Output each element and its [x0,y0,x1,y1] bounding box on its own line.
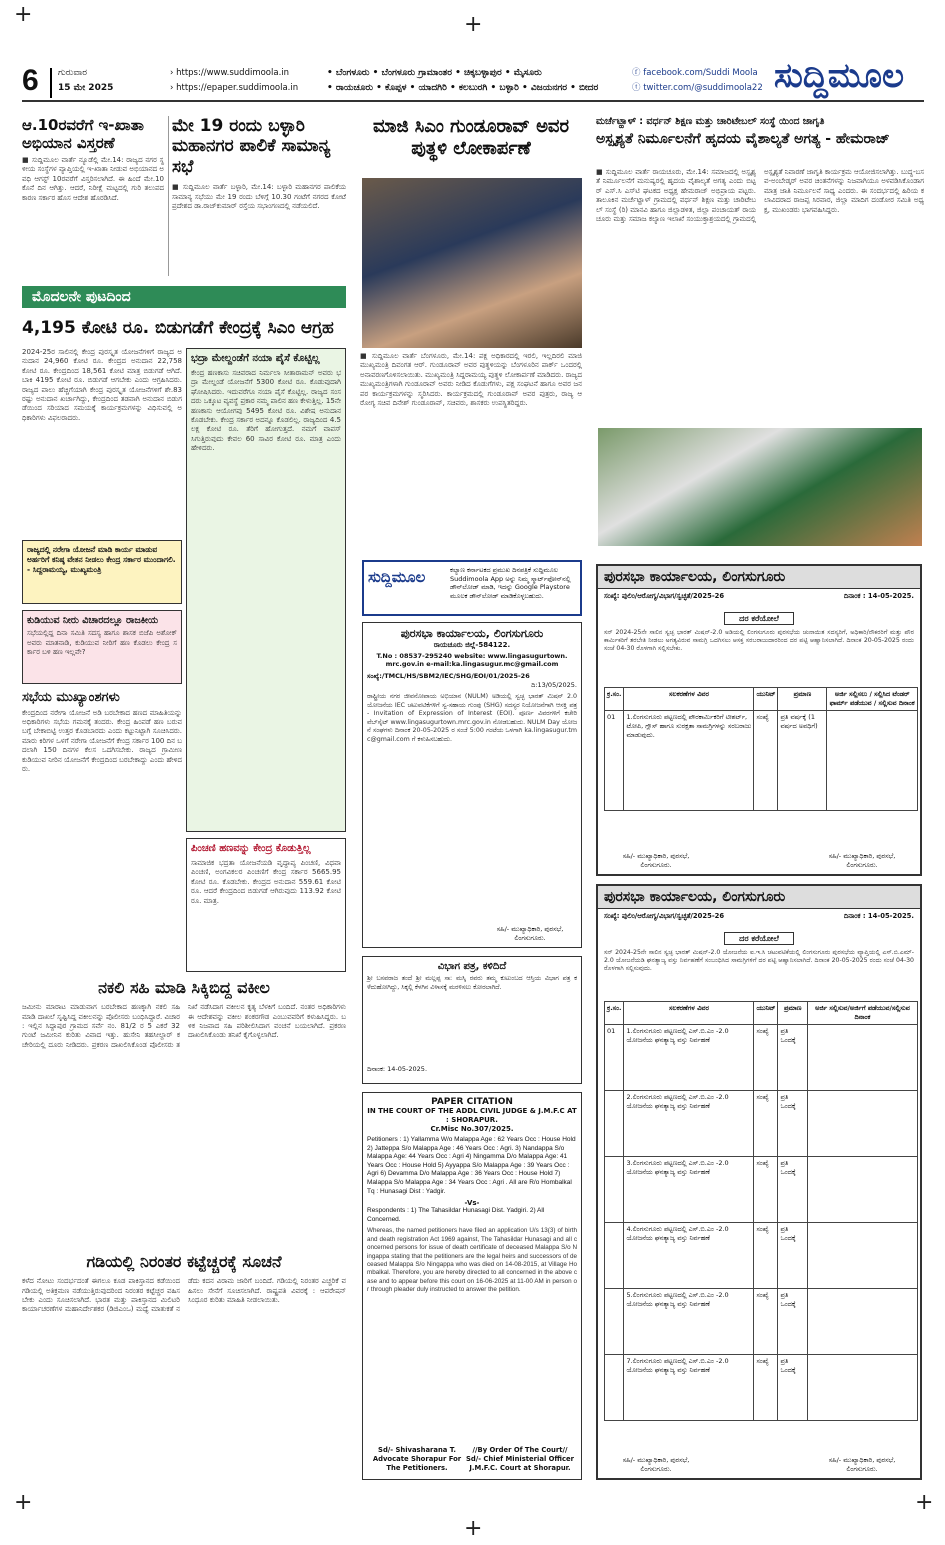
cell: ಪ್ರತಿ ಒಂದಕ್ಕೆ [778,1223,808,1289]
citation-sign-advocate: Sd/- Shivasharana T. Advocate Shorapur For The Petitioners. [372,1446,462,1472]
col-header: ಸಲಕರಣೆಗಳ ವಿವರ [624,1002,754,1025]
cell [808,1025,918,1091]
cell: ಸಂಖ್ಯೆ [754,1025,778,1091]
headline: ನಕಲಿ ಸಹಿ ಮಾಡಿ ಸಿಕ್ಕಿಬಿದ್ದ ವಕೀಲ [98,978,270,997]
article-body: ಕೇಂದ್ರ ಹಣಕಾಸು ಸಚಿವರಾದ ನಿರ್ಮಲಾ ಸೀತಾರಾಮನ್ ಅವರು ಭದ್ರಾ ಮೇಲ್ದಂಡೆ ಯೋಜನೆಗೆ 5300 ಕೋಟಿ ರೂ. ಕೊಡುವುದಾಗಿ ಘೋಷಿಸಿದರು. ಇದುವರೆಗೂ ನಯಾ ಪೈಸೆ ಕೊಟ್ಟಿಲ್ಲ. ರಾಜ್ಯದ ಸಂಸದರು ಒಕ್ಕೂಟ ವ್ಯವಸ್ಥೆ ಪ್ರಕಾರ ನಮ್ಮ ಪಾಲಿನ ಹಣ ಕೇಳುತ್ತಿಲ್ಲ. 15ನೇ ಹಣಕಾಸು ಆಯೋಗವು 5495 ಕೋಟಿ ರೂ. ವಿಶೇಷ ಅನುದಾನ ಕೊಡಬೇಕು. ಕೇಂದ್ರ ಸರ್ಕಾರ ಅದನ್ನೂ ಕೊಡಲಿಲ್ಲ. ರಾಜ್ಯದಿಂದ 4.5 ಲಕ್ಷ ಕೋಟಿ ರೂ. ತೆರಿಗೆ ಹೋಗುತ್ತದೆ. ನಮಗೆ ವಾಪಸ್ ಸಿಗುತ್ತಿರುವುದು ಕೇವಲ 60 ಸಾವಿರ ಕೋಟಿ ರೂ. ಮಾತ್ರ ಎಂದು ಹೇಳಿದರು. [191,369,344,453]
article-body: ಕೇಂದ್ರದಿಂದ ನರೇಗಾ ಯೋಜನೆ ಅಡಿ ಬರಬೇಕಾದ ಹಣದ ಮಾಹಿತಿಯನ್ನು ಅಧಿಕಾರಿಗಳು ಸಭೆಯ ಗಮನಕ್ಕೆ ತಂದರು. ಕೇಂದ್ರ ಹಿಂಪಡೆ ಹಣ ಬರುವ ಬಗ್ಗೆ ಬೇಕಾಬಿಟ್ಟಿ ಉತ್ತರ ಕೊಡಬಾರದು ಎಂದು ಕಟ್ಟುನಿಟ್ಟಾಗಿ ಸೂಚಿಸಿದರು. ಮಾರು ಕಿರಿಗಳ ಒಳಗೆ ನರೇಗಾ ಯೋಜನೆಗೆ ಕೇಂದ್ರ ಸರ್ಕಾರ 100 ದಿನ ಬದಲಾಗಿ 150 ದಿನಗಳ ಕೆಲಸ ಒದಗಿಸಬೇಕು. ರಾಜ್ಯದ ಗ್ರಾಮೀಣ ಕುಡಿಯುವ ನೀರಿನ ಯೋಜನೆಗೆ ಕೇಂದ್ರದಿಂದ ಬರಬೇಕಾದ್ದು ಎಂದು ಹೇಳಿದರು. [22,708,185,774]
registration-mark: + [14,2,33,27]
table-row [605,1157,918,1223]
headline: ಮೇ 19 ರಂದು ಬಳ್ಳಾರಿ ಮಹಾನಗರ ಪಾಲಿಕೆ ಸಾಮಾನ್ಯ ಸಭೆ [172,116,331,177]
headline: ಮಾಜಿ ಸಿಎಂ ಗುಂಡೂರಾವ್ ಅವರ ಪುತ್ಥಳಿ ಲೋಕಾರ್ಪಣೆ [372,116,570,159]
registration-mark: + [464,1516,483,1541]
cell [808,1091,918,1157]
cell: ಸಂಖ್ಯೆ [754,1355,778,1421]
cell [827,711,918,811]
cell: 7.ಲಿಂಗಸುಗೂರು ಪಟ್ಟಣದಲ್ಲಿ ಎಸ್.ಬಿ.ಎಂ -2.0 ಯೋಜನೆಯ ಘನತ್ಯಾಜ್ಯ ವಸ್ತು ನಿರ್ವಹಣೆ [624,1355,754,1421]
cell [605,1091,624,1157]
column-rule [168,116,169,276]
col-header: ಕ್ರ.ಸಂ. [605,688,624,711]
col-header: ಸಲಕರಣೆಗಳ ವಿವರ [624,688,754,711]
citation-vs: -Vs- [464,1199,480,1208]
epaper-link[interactable]: › https://epaper.suddimoola.in [170,83,299,93]
cell: 1.ಲಿಂಗಸುಗೂರು ಪಟ್ಟಣದಲ್ಲಿ ಎಸ್.ಬಿ.ಎಂ -2.0 ಯೋಜನೆಯ ಘನತ್ಯಾಜ್ಯ ವಸ್ತು ನಿರ್ವಹಣೆ [624,1025,754,1091]
cell: 1.ಲಿಂಗಸುಗೂರು ಪಟ್ಟಣದಲ್ಲಿ ಪೌರಕಾರ್ಮಿಕರಿಗೆ ಟೀಶರ್ಟ್, ಟೋಪಿ, ಗ್ಲೌಸ್ ಹಾಗೂ ಸುರಕ್ಷತಾ ಸಾಮಗ್ರಿಗಳನ್ನು ಸರಬರಾಜು ಮಾಡುವುದು. [624,711,754,811]
article-water-politics [22,610,182,684]
notice-body: ಶ್ರೀ ಬಸವರಾಜ ತಂದೆ ಶ್ರೀ ಮಲ್ಲಪ್ಪ ಸಾ: ಮಸ್ಕಿ ರವರು ತಮ್ಮ ಕುಟುಂಬದ ಆಸ್ತಿಯ ವಿಭಾಗ ಪತ್ರ ಕಳೆದುಹೋಗಿದ್ದು, ಸಿಕ್ಕಲ್ಲಿ ಕೆಳಗಿನ ವಿಳಾಸಕ್ಕೆ ಮರಳಿಸಲು ಕೋರಲಾಗಿದೆ. [367,975,577,991]
cell: ಪ್ರತಿ ಒಂದಕ್ಕೆ [778,1289,808,1355]
notice-subtitle: ರಾಯಚೂರು ಜಿಲ್ಲೆ-584122. [433,641,511,649]
section-bar: ಮೊದಲನೇ ಪುಟದಿಂದ [22,286,346,308]
headline: ಆ.10ರವರೆಗೆ ಇ-ಖಾತಾ ಅಭಿಯಾನ ವಿಸ್ತರಣೆ [22,116,144,152]
tender-intro: ಸನ್ 2024-25ನೇ ಸಾಲಿನ ಸ್ವಚ್ಛ ಭಾರತ್ ಮಿಷನ್-2.0 ಯೋಜನೆಯ ಐ.ಇ.ಸಿ ಚಟುವಟಿಕೆಯಲ್ಲಿ ಲಿಂಗಸುಗೂರು ಪುರಸಭೆಯ ವ್ಯಾಪ್ತಿಯಲ್ಲಿ ಎಸ್.ಬಿ.ಎಮ್-2.0 ಯೋಜನೆಯಡಿ ಘನತ್ಯಾಜ್ಯ ವಸ್ತು ನಿರ್ವಹಣೆಗೆ ಸಂಬಂಧಿಸಿದ ಸಾಮಗ್ರಿಗಳಿಗೆ ದರ ಪಟ್ಟಿ ಆಹ್ವಾನಿಸಲಾಗಿದೆ. ದಿನಾಂಕ 20-05-2025 ರಂದು ಸಂಜೆ 04-30 ರೊಳಗಾಗಿ ಸಲ್ಲಿಸುವುದು. [604,949,916,973]
article-highlights [22,690,185,972]
col-header: ಕ್ರ.ಸಂ. [605,1002,624,1025]
table-row [605,1091,918,1157]
article-body: ■ ಸುದ್ದಿಮೂಲ ವಾರ್ತೆ ನ್ಯೂಡೆಲ್ಲಿ ಮೇ.14: ರಾಜ್ಯದ ನಗರ ಸ್ಥಳೀಯ ಸಂಸ್ಥೆಗಳ ವ್ಯಾಪ್ತಿಯಲ್ಲಿ ಇ-ಖಾತಾ ನೀಡುವ ಅಭಿಯಾನದ ಅವಧಿ ಆಗಸ್ಟ್ 10ರವರೆಗೆ ವಿಸ್ತರಿಸಲಾಗಿದೆ. ಈ ಹಿಂದೆ ಮೇ.10 ಕೊನೆ ದಿನ ಆಗಿತ್ತು. ಆದರೆ, ನಿರೀಕ್ಷೆ ಮಟ್ಟದಲ್ಲಿ ಗುರಿ ತಲುಪದ ಕಾರಣ ಸರ್ಕಾರ ಹೊಸ ಆದೇಶ ಹೊರಡಿಸಿದೆ. [22,156,167,202]
editions-list [327,66,598,96]
page-header [22,56,924,102]
headline: ಪಿಂಚಣಿ ಹಣವನ್ನು ಕೇಂದ್ರ ಕೊಡುತ್ತಿಲ್ಲ [191,843,311,854]
statue-photo [362,178,582,348]
article-bhadra [186,348,346,832]
eoi-notice [362,622,582,948]
article-body-col1 [22,348,185,536]
citation-title: PAPER CITATION [431,1097,513,1107]
cell: ಪ್ರತಿ ಒಂದಕ್ಕೆ [778,1355,808,1421]
tender-signature: ಸಹಿ/- ಮುಖ್ಯಾಧಿಕಾರಿ, ಪುರಸಭೆ, ಲಿಂಗಸುಗೂರು. [622,1456,690,1473]
cell: ಪ್ರತಿ ಒಂದಕ್ಕೆ [778,1091,808,1157]
cell: 4.ಲಿಂಗಸುಗೂರು ಪಟ್ಟಣದಲ್ಲಿ ಎಸ್.ಬಿ.ಎಂ -2.0 ಯೋಜನೆಯ ಘನತ್ಯಾಜ್ಯ ವಸ್ತು ನಿರ್ವಹಣೆ [624,1223,754,1289]
ad-text: ಕಲ್ಯಾಣ ಕರ್ನಾಟಕದ ಪ್ರಮುಖ ದಿನಪತ್ರಿಕೆ ಸುದ್ದಿಮೂಲ Suddimoola App ಅನ್ನು ನಿಮ್ಮ ಸ್ಮಾರ್ಟ್‌ಫೋನ್‌ನಲ್ಲಿ ಡೌನ್‌ಲೋಡ್ ಮಾಡಿ, ಇದನ್ನು Google Playstore ಮೂಲಕ ಡೌನ್‌ಲೋಡ್ ಮಾಡಿಕೊಳ್ಳಬಹುದು. [450,566,571,600]
cell: 3.ಲಿಂಗಸುಗೂರು ಪಟ್ಟಣದಲ್ಲಿ ಎಸ್.ಬಿ.ಎಂ -2.0 ಯೋಜನೆಯ ಘನತ್ಯಾಜ್ಯ ವಸ್ತು ನಿರ್ವಹಣೆ [624,1157,754,1223]
notice-contact: T.No : 08537-295240 website: www.lingasugurtown. mrc.gov.in e-mail:ka.lingasugur.mc@gmail.com [376,652,568,668]
masthead-logo: ಸುದ್ದಿಮೂಲ [774,56,904,96]
tender-table [604,1001,918,1421]
article-border-alert [22,1252,349,1480]
citation-respondents: Respondents : 1) The Tahasildar Hunasagi Dist. Yadgiri. 2) All Concerned. [367,1207,545,1223]
article-body: ಕಳೆದ ನೋಟು ಸಂದರ್ಭದಂತೆ ಈಗಲೂ ಕೂಡ ಪಾಕಿಸ್ತಾನದ ಕಡೆಯಿಂದ ಗಡಿಯಲ್ಲಿ ಅತಿಕ್ರಮಣ ನಡೆಯುತ್ತಿರುವುದರಿಂದ ನಿರಂತರ ಕಟ್ಟೆಚ್ಚರ ವಹಿಸಬೇಕು ಎಂದು ಸೂಚಿಸಲಾಗಿದೆ. ಭಾರತ ಮತ್ತು ಪಾಕಿಸ್ತಾನದ ಮಿಲಿಟರಿ ಕಾರ್ಯಾಚರಣೆಗಳ ಮಹಾನಿರ್ದೇಶಕರ (ಡಿಜಿಎಂಒ) ಮಧ್ಯೆ ಮಾತುಕತೆ ನಡೆದು ಕದನ ವಿರಾಮ ಜಾರಿಗೆ ಬಂದಿದೆ. ಗಡಿಯಲ್ಲಿ ನಿರಂತರ ಎಚ್ಚರಿಕೆ ವಹಿಸಲು ಸೇನೆಗೆ ಸೂಚಿಸಲಾಗಿದೆ. ರಾಷ್ಟ್ರಪತಿ ವಿವರಕ್ಕೆ : ಆಪರೇಷನ್ ಸಿಂಧೂರ ಕುರಿತು ಮಾಹಿತಿ ನೀಡಲಾಯಿತು. [22,1277,349,1314]
cell: 01 [605,711,624,811]
registration-mark: + [915,1490,934,1515]
cell: ಸಂಖ್ಯೆ [754,1223,778,1289]
headline: 4,195 ಕೋಟಿ ರೂ. ಬಿಡುಗಡೆಗೆ ಕೇಂದ್ರಕ್ಕೆ ಸಿಎಂ ಆಗ್ರಹ [22,318,334,338]
table-row [605,1289,918,1355]
event-photo [598,428,922,546]
headline: ಗಡಿಯಲ್ಲಿ ನಿರಂತರ ಕಟ್ಟೆಚ್ಚರಕ್ಕೆ ಸೂಚನೆ [86,1252,282,1271]
page-number: 6 [22,64,39,97]
cell [808,1223,918,1289]
tender-table [604,687,918,811]
notice-signature: ಸಹಿ/- ಮುಖ್ಯಾಧಿಕಾರಿ, ಪುರಸಭೆ, ಲಿಂಗಸುಗೂರು. [496,925,564,942]
col-header: ಪ್ರಮಾಣ [778,1002,808,1025]
website-link[interactable]: › https://www.suddimoola.in [170,68,290,78]
cell [605,1157,624,1223]
notice-title: ವಿಭಾಗ ಪತ್ರ, ಕಳಿದಿದೆ [437,961,507,972]
headline: ಸಭೆಯ ಮುಖ್ಯಾಂಶಗಳು [22,690,120,705]
table-row [605,1223,918,1289]
web-links [170,66,298,96]
tender-badge: ದರ ಕರೆಯೋಲೆ [724,932,794,945]
twitter-icon: ⓣ [632,83,641,93]
citation-court: IN THE COURT OF THE ADDL CIVIL JUDGE & J.M.F.C AT : SHORAPUR. [367,1107,577,1124]
registration-mark: + [14,1490,33,1515]
registration-mark: + [464,12,483,37]
notice-date: ದಿ:13/05/2025. [531,681,577,689]
tender-date: ದಿನಾಂಕ : 14-05-2025. [843,912,914,920]
cell: 2.ಲಿಂಗಸುಗೂರು ಪಟ್ಟಣದಲ್ಲಿ ಎಸ್.ಬಿ.ಎಂ -2.0 ಯೋಜನೆಯ ಘನತ್ಯಾಜ್ಯ ವಸ್ತು ನಿರ್ವಹಣೆ [624,1091,754,1157]
tender-notice-1 [596,564,922,876]
paper-citation [362,1092,582,1480]
issue-date [58,66,113,96]
cell [605,1355,624,1421]
cell: ಸಂಖ್ಯೆ [754,711,778,811]
cell: ಪ್ರತಿ ಒಂದಕ್ಕೆ [778,1025,808,1091]
notice-body: ರಾಷ್ಟ್ರೀಯ ನಗರ ಜೀವನೋಪಾಯ ಅಭಿಯಾನ (NULM) ಅಡಿಯಲ್ಲಿ ಸ್ವಚ್ಛ ಭಾರತ್ ಮಿಷನ್ 2.0 ಯೋಜನೆಯ IEC ಚಟುವಟಿಕೆಗಳಿಗೆ ಸ್ವ-ಸಹಾಯ ಗುಂಪು (SHG) ಸದಸ್ಯರ ನಿಯೋಜನೆಗಾಗಿ ಆಸಕ್ತಿ ಪತ್ರ - Invitation of Expression of Interest (EOI). ಪೂರ್ಣ ವಿವರಗಳಿಗೆ ಕಚೇರಿ ವೆಬ್‌ಸೈಟ್ www.lingasugurtown.mrc.gov.in ನೋಡಬಹುದು. NULM Day ಯೋಜನೆ ಸಂಘಗಳು ದಿನಾಂಕ 20-05-2025 ರ ಸಂಜೆ 5:00 ಗಂಟೆಯ ಒಳಗಾಗಿ ka.lingasugur.tmc@gmail.com ಗೆ ಕಳುಹಿಸಬಹುದು. [367,693,580,743]
table-row [605,1025,918,1091]
editions-line-2: • ರಾಯಚೂರು • ಕೊಪ್ಪಳ • ಯಾದಗಿರಿ • ಕಲಬುರಗಿ • ಬಳ್ಳಾರಿ • ವಿಜಯನಗರ • ಬೀದರ [327,83,599,93]
col-header: ಅರ್ಜಿ ಸಲ್ಲಿಸುವ/ಅರ್ಜಿಗೆ ಪಡೆಯುವ/ಸಲ್ಲಿಸುವ ದಿನಾಂಕ [808,1002,918,1025]
cell: ಸಂಖ್ಯೆ [754,1091,778,1157]
cell [808,1355,918,1421]
tender-signature: ಸಹಿ/- ಮುಖ್ಯಾಧಿಕಾರಿ, ಪುರಸಭೆ, ಲಿಂಗಸುಗೂರು. [828,852,896,869]
citation-petitioners: Petitioners : 1) Yallamma W/o Malappa Age : 62 Years Occ : House Hold 2) Jatteppa S/o Malappa Age : 46 Years Occ : Agri. 3) Nandappa S/o Malappa Age: 44 Years Occ : Agri 4) Ningamma D/o Malappa Age: 41 Years Occ : House Hold 5) Ayyappa S/o Malappa Age : 39 Years Occ : Agri 6) Devamma D/o Malappa Age : 36 Years Occ : House Hold 7) Malappa S/o Malappa Age : 34 Years Occ : Agri . All are R/o Hombalkal Tq : Hunasagi Dist : Yadgir. [367,1136,576,1195]
article-body: ■ ಸುದ್ದಿಮೂಲ ವಾರ್ತೆ ಬೆಂಗಳೂರು, ಮೇ.14: ಪಕ್ಷ ಅಧಿಕಾರದಲ್ಲಿ ಇರಲಿ, ಇಲ್ಲದಿರಲಿ ಮಾಜಿ ಮುಖ್ಯಮಂತ್ರಿ ದಿವಂಗತ ಆರ್. ಗುಂಡೂರಾವ್ ಅವರ ಪುತ್ಥಳಿಯನ್ನು ಬೆಂಗಳೂರಿನ ಪಾರ್ಕ್ ಒಂದರಲ್ಲಿ ಅನಾವರಣಗೊಳಿಸಲಾಯಿತು. ಮುಖ್ಯಮಂತ್ರಿ ಸಿದ್ದರಾಮಯ್ಯ ಪುತ್ಥಳಿ ಲೋಕಾರ್ಪಣೆ ಮಾಡಿದರು. ರಾಜ್ಯದ ಮುಖ್ಯಮಂತ್ರಿಗಳಾಗಿ ಗುಂಡೂರಾವ್ ಅವರು ನೀಡಿದ ಕೊಡುಗೆಗಳು, ಪಕ್ಷ ಸಂಘಟನೆ ಹಾಗೂ ಅವರ ಜನಪರ ಕಾರ್ಯಕ್ರಮಗಳನ್ನು ಸ್ಮರಿಸಿದರು. ಕಾರ್ಯಕ್ರಮದಲ್ಲಿ ಗುಂಡೂರಾವ್ ಅವರ ಪುತ್ರರು, ರಾಜ್ಯ ಆರೋಗ್ಯ ಸಚಿವ ದಿನೇಶ್ ಗುಂಡೂರಾವ್, ಸಚಿವರು, ಶಾಸಕರು ಉಪಸ್ಥಿತರಿದ್ದರು. [360,352,585,408]
facebook-link[interactable]: ⓕ facebook.com/Suddi Moola [632,68,758,78]
kicker: ಮರ್ಚೆಟ್ಹಾಳ್ : ವರ್ಧನ್ ಶಿಕ್ಷಣ ಮತ್ತು ಚಾರಿಟೇಬಲ್ ಸಂಸ್ಥೆ ಯಿಂದ ಜಾಗೃತಿ [596,116,825,127]
date-label: 15 ಮೇ 2025 [58,83,114,93]
tender-meta [598,589,920,604]
article-pension [186,838,346,972]
tender-signature: ಸಹಿ/- ಮುಖ್ಯಾಧಿಕಾರಿ, ಪುರಸಭೆ, ಲಿಂಗಸುಗೂರು. [622,852,690,869]
tender-number: ಸಂಖ್ಯೆ: ಪುಲಿಂ/ಆರೋಗ್ಯ/ವಿಭಾಗ/ಸ್ವಚ್ಛತೆ/2025-26 [604,912,725,920]
cell: ಪ್ರತಿ ಒಂದಕ್ಕೆ [778,1157,808,1223]
twitter-link[interactable]: ⓣ twitter.com/@suddimoola22 [632,83,763,93]
article-gundurao-body [360,352,585,552]
ad-logo: ಸುದ್ದಿಮೂಲ [368,568,426,586]
article-ballari [172,116,349,276]
notice-date: ದಿನಾಂಕ: 14-05-2025. [367,1065,428,1073]
divider [50,68,52,98]
col-header: ಯುನಿಟ್ [754,688,778,711]
social-links [632,66,763,96]
article-eikhata [22,116,167,276]
col-header: ಪ್ರಮಾಣ [778,688,827,711]
cell: ಸಂಖ್ಯೆ [754,1289,778,1355]
col-header: ಅರ್ಜಿ ಸಲ್ಲಿಸಲು / ಸಲ್ಲಿಸಿದ ಟೆಂಡರ್ ಫಾರ್ಮ್ ಪಡೆಯುವ / ಸಲ್ಲಿಸುವ ದಿನಾಂಕ [827,688,918,711]
headline: ಕುಡಿಯುವ ನೀರು ವಿಚಾರದಲ್ಲೂ ರಾಜಕೀಯ [27,615,159,626]
cell [605,1289,624,1355]
citation-sign-court: //By Order Of The Court// Sd/- Chief Ministerial Officer J.M.F.C. Court at Shorapur. [465,1446,574,1472]
day-label: ಗುರುವಾರ [58,68,88,78]
tender-notice-2 [596,884,922,1480]
table-row [605,1355,918,1421]
col-header: ಯುನಿಟ್ [754,1002,778,1025]
cell: 01 [605,1025,624,1091]
cell: 5.ಲಿಂಗಸುಗೂರು ಪಟ್ಟಣದಲ್ಲಿ ಎಸ್.ಬಿ.ಎಂ -2.0 ಯೋಜನೆಯ ಘನತ್ಯಾಜ್ಯ ವಸ್ತು ನಿರ್ವಹಣೆ [624,1289,754,1355]
editions-line-1: • ಬೆಂಗಳೂರು • ಬೆಂಗಳೂರು ಗ್ರಾಮಾಂತರ • ಚಿಕ್ಕಬಳ್ಳಾಪುರ • ಮೈಸೂರು [327,68,542,78]
article-untouchability [596,116,924,176]
notice-number: ಸಂಖ್ಯೆ:/TMCL/HS/SBM2/IEC/SHG/EOI/01/2025-26 [367,672,530,680]
article-fake-signature [22,978,349,1248]
article-untouchability-body [596,168,927,424]
article-cm-demand [22,318,346,344]
cell [808,1289,918,1355]
article-body: ■ ಸುದ್ದಿಮೂಲ ವಾರ್ತೆ ಬಳ್ಳಾರಿ, ಮೇ.14: ಬಳ್ಳಾರಿ ಮಹಾನಗರ ಪಾಲಿಕೆಯ ಸಾಮಾನ್ಯ ಸಭೆಯು ಮೇ 19 ರಂದು ಬೆಳಿಗ್ಗೆ 10.30 ಗಂಟೆಗೆ ನಗರದ ಕೋಟೆ ಪ್ರದೇಶದ ಡಾ.ರಾಜ್‌ಕುಮಾರ್ ರಸ್ತೆಯ ಸಭಾಂಗಣದಲ್ಲಿ ನಡೆಯಲಿದೆ. [172,183,349,210]
article-body: 2024-25ರ ಸಾಲಿನಲ್ಲಿ ಕೇಂದ್ರ ಪುರಸ್ಕೃತ ಯೋಜನೆಗಳಿಗೆ ರಾಜ್ಯದ ಅನುದಾನ 24,960 ಕೋಟಿ ರೂ. ಕೇಂದ್ರದ ಅನುದಾನ 22,758 ಕೋಟಿ ರೂ. ಕೇಂದ್ರದಿಂದ 18,561 ಕೋಟಿ ಮಾತ್ರ ಬಿಡುಗಡೆ ಆಗಿದೆ. ಬಾಕಿ 4195 ಕೋಟಿ ರೂ. ಬಿಡುಗಡೆ ಆಗಬೇಕು ಎಂದು ಆಗ್ರಹಿಸಿದರು. ರಾಜ್ಯದ ಪಾಲು ಹೆಚ್ಚಿಗೆಯಾಗಿ ಕೇಂದ್ರ ಪುರಸ್ಕೃತ ಯೋಜನೆಗಳಿಗೆ ಶೇ.83 ರಷ್ಟು ಅನುದಾನ ಖರ್ಚಾಗಿದ್ದು, ಕೇಂದ್ರದಿಂದ ತಡವಾಗಿ ಅನುದಾನ ಬಿಡುಗಡೆಯಿಂದ ಸರಿಯಾದ ಸಮಯಕ್ಕೆ ಕಾರ್ಯಕ್ರಮಗಳನ್ನು ವಿಧಿಸುವಲ್ಲಿ ಅಧಿಕಾರಿಗಳು ವಿಫಲರಾದರು. [22,348,185,422]
table-row [605,711,918,811]
tender-intro: ಸನ್ 2024-25ನೇ ಸಾಲಿನ ಸ್ವಚ್ಛ ಭಾರತ್ ಮಿಷನ್-2.0 ಅಡಿಯಲ್ಲಿ ಲಿಂಗಸುಗೂರು ಪುರಸಭೆಯ ಚುನಾಯಿತ ಸದಸ್ಯರಿಗೆ, ಅಧಿಕಾರಿ/ನೌಕರರಿಗೆ ಮತ್ತು ಪೌರಕಾರ್ಮಿಕರಿಗೆ ತರಬೇತಿ ನೀಡಲು ಅಗತ್ಯವಿರುವ ಸಾಮಗ್ರಿ ಒದಗಿಸಲು ಆಸಕ್ತ ಸರಬರಾಜುದಾರರಿಂದ ದರ ಪಟ್ಟಿ ಆಹ್ವಾನಿಸಲಾಗಿದೆ. ದಿನಾಂಕ 20-05-2025 ರಂದು ಸಂಜೆ 04-30 ರೊಳಗಾಗಿ ಸಲ್ಲಿಸಬೇಕು. [604,629,916,653]
cell [808,1157,918,1223]
article-body: ■ ಸುದ್ದಿಮೂಲ ವಾರ್ತೆ ರಾಯಚೂರು, ಮೇ.14: ಸಮಾಜದಲ್ಲಿ ಅಸ್ಪೃಶ್ಯತೆ ನಿರ್ಮೂಲನೆಗೆ ಮನುಷ್ಯರಲ್ಲಿ ಹೃದಯ ವೈಶಾಲ್ಯತೆ ಅಗತ್ಯ ಎಂದು ಬಿಟ್ಟರ್ ಎಸ್.ಸಿ ಎಸ್‌ಟಿ ಘಟಕದ ಅಧ್ಯಕ್ಷ ಹೇಮರಾಜ್ ಅಭಿಪ್ರಾಯ ಪಟ್ಟರು. ತಾಲೂಕಿನ ಮರ್ಚೆಟ್ಹಾಳ್ ಗ್ರಾಮದಲ್ಲಿ ವರ್ಧನ್ ಶಿಕ್ಷಣ ಮತ್ತು ಚಾರಿಟೇಬಲ್ ಸಂಸ್ಥೆ (ರಿ) ಮಾನವಿ ಹಾಗೂ ಜಿಲ್ಲಾಡಳಿತ, ಜಿಲ್ಲಾ ಪಂಚಾಯತ್ ರಾಯಚೂರು ಮತ್ತು ಸಮಾಜ ಕಲ್ಯಾಣ ಇಲಾಖೆ ಸಂಯುಕ್ತಾಶ್ರಯದಲ್ಲಿ ಗ್ರಾಮದಲ್ಲಿ ಅಸ್ಪೃಶ್ಯತೆ ನಿವಾರಣೆ ಜಾಗೃತಿ ಕಾರ್ಯಕ್ರಮ ಆಯೋಜಿಸಲಾಗಿತ್ತು. ಬುದ್ಧ-ಬಸವ-ಅಂಬೇಡ್ಕರ್ ಅವರ ಚಿಂತನೆಗಳನ್ನು ನಿಜವಾಗಿಯೂ ಅಳವಡಿಸಿಕೊಂಡಾಗ ಮಾತ್ರ ಜಾತಿ ನಿರ್ಮೂಲನೆ ಸಾಧ್ಯ ಎಂದರು. ಈ ಸಂದರ್ಭದಲ್ಲಿ ಹಿರಿಯ ಕಲಾವಿದರಾದ ರಾಜಪ್ಪ ಸಿರವಾರ, ಜಿಲ್ಲಾ ಮಾದಿಗ ದಂಡೋರ ಸಮಿತಿ ಅಧ್ಯಕ್ಷ, ಮುಖಂಡರು ಭಾಗವಹಿಸಿದ್ದರು. [596,168,927,224]
cell: ಪ್ರತಿ ವರ್ಷಕ್ಕೆ (1 ವರ್ಷದ ಅವಧಿಗೆ) [778,711,827,811]
quote-box [22,540,182,604]
tender-meta [598,909,920,924]
tender-date: ದಿನಾಂಕ : 14-05-2025. [843,592,914,600]
partition-notice [362,956,582,1084]
citation-case: Cr.Misc No.307/2025. [430,1125,514,1133]
tender-title: ಪುರಸಭಾ ಕಾರ್ಯಾಲಯ, ಲಿಂಗಸುಗೂರು [598,886,920,909]
cell: ಸಂಖ್ಯೆ [754,1157,778,1223]
article-body: ಜಮೀನು ಮಾರಾಟ ಮಾಡುವಾಗ ಬರಬೇಕಾದ ಹಣಕ್ಕಾಗಿ ನಕಲಿ ಸಹಿ ಮಾಡಿ ದಾಖಲೆ ಸೃಷ್ಟಿಸಿದ್ದ ವಕೀಲನನ್ನು ಪೊಲೀಸರು ಬಂಧಿಸಿದ್ದಾರೆ. ವಿಚಾರ : ಇಲ್ಲಿನ ಸಿದ್ದಾಪುರ ಗ್ರಾಮದ ಸರ್ವೆ ನಂ. 81/2 ರ 5 ಎಕರೆ 32 ಗುಂಟೆ ಜಮೀನಿನ ಕುರಿತು ವಿವಾದ ಇತ್ತು. ಹುಸೇನಿ ತಹಸೀಲ್ದಾರ್ ಕಚೇರಿಯಲ್ಲಿ ದೂರು ನೀಡಿದರು. ಪ್ರಕರಣ ದಾಖಲಿಸಿಕೊಂಡ ಪೊಲೀಸರು ತನಿಖೆ ನಡೆಸಿದಾಗ ವಕೀಲನ ಕೃತ್ಯ ಬೆಳಕಿಗೆ ಬಂದಿದೆ. ನಂತರ ಅಧಿಕಾರಿಗಳು ಈ ಆದೇಶವನ್ನು ವಕೀಲ ಶಂಕರಗೌಡ ಎಂಬುವವರಿಗೆ ಕಳುಹಿಸಿದ್ದರು. ಬಳಿಕ ನಿಜವಾದ ಸಹಿ ಪರಿಶೀಲಿಸಿದಾಗ ವಂಚನೆ ಬಯಲಾಗಿದೆ. ಪ್ರಕರಣ ದಾಖಲಿಸಿಕೊಂಡು ತನಿಖೆ ಕೈಗೊಳ್ಳಲಾಗಿದೆ. [22,1003,349,1049]
article-gundurao-statue [360,116,582,176]
notice-title: ಪುರಸಭಾ ಕಾರ್ಯಾಲಯ, ಲಿಂಗಸುಗೂರು [400,627,544,640]
headline: ಅಸ್ಪೃಶ್ಯತೆ ನಿರ್ಮೂಲನೆಗೆ ಹೃದಯ ವೈಶಾಲ್ಯತೆ ಅಗತ್ಯ - ಹೇಮರಾಜ್ [596,131,890,148]
cell [605,1223,624,1289]
tender-title: ಪುರಸಭಾ ಕಾರ್ಯಾಲಯ, ಲಿಂಗಸುಗೂರು [598,566,920,589]
facebook-icon: ⓕ [632,68,641,78]
headline: ಭದ್ರಾ ಮೇಲ್ದಂಡೆಗೆ ನಯಾ ಪೈಸೆ ಕೊಟ್ಟಿಲ್ಲ [191,353,320,364]
tender-badge: ದರ ಕರೆಯೋಲೆ [724,612,794,625]
app-promo-ad[interactable] [362,560,582,616]
tender-number: ಸಂಖ್ಯೆ: ಪುಲಿಂ/ಆರೋಗ್ಯ/ವಿಭಾಗ/ಸ್ವಚ್ಛತೆ/2025-26 [604,592,725,600]
tender-signature: ಸಹಿ/- ಮುಖ್ಯಾಧಿಕಾರಿ, ಪುರಸಭೆ, ಲಿಂಗಸುಗೂರು. [828,1456,896,1473]
citation-body: Whereas, the named petitioners have filed an application U/s 13(3) of birth and death registration Act 1969 against, The Tahasildar Hunasagi and all concerned persons for issue of death certificate of deceased Malappa S/o Ningappa stating that the petitioners are the legal heirs and successors of deceased Malappa S/o Ningappa who was died on 14-08-2015, at Village Hombalkal. Therefore, you are hereby directed to all concerned in the above case and to appear before this court on 16-06-2025 at 11-00 AM in person or through pleader duly instructed to answer the petition. [367,1227,579,1294]
article-body: ಸಾಮಾಜಿಕ ಭದ್ರತಾ ಯೋಜನೆಯಡಿ ವೃದ್ಧಾಪ್ಯ ಪಿಂಚಣಿ, ವಿಧವಾ ಪಿಂಚಣಿ, ಅಂಗವಿಕಲರ ಪಿಂಚಣಿಗೆ ಕೇಂದ್ರ ಸರ್ಕಾರ 5665.95 ಕೋಟಿ ರೂ. ಕೊಡಬೇಕು. ಕೇಂದ್ರದ ಅನುದಾನ 559.61 ಕೋಟಿ ರೂ. ಆದರೆ ಕೇಂದ್ರದಿಂದ ಬಿಡುಗಡೆ ಆಗಿರುವುದು 113.92 ಕೋಟಿ ರೂ. ಮಾತ್ರ. [191,859,344,905]
article-body: ಸಭೆಯಲ್ಲಿದ್ದ ದಿನಾ ಸಮಿತಿ ಸದಸ್ಯ ಹಾಗೂ ಶಾಸಕ ಬಿಜೆಪಿ ಅಶೋಕ್ ಅವರು ಮಾತನಾಡಿ, ಕುಡಿಯುವ ನೀರಿಗೆ ಹಣ ಕೊಡಲು ಕೇಂದ್ರ ಸರ್ಕಾರ ಬಳಿ ಹಣ ಇಲ್ಲವೇ? [27,629,180,657]
quote-text: ರಾಜ್ಯದಲ್ಲಿ ನರೇಗಾ ಯೋಜನೆ ಮಾಡಿ ಕಾರ್ಯ ಮಾಡುವ ಅರ್ಹರಿಗೆ ಕನಿಷ್ಠ ವೇತನ ನೀಡಲು ಕೇಂದ್ರ ಸರ್ಕಾರ ಮುಂದಾಗಲಿ. - ಸಿದ್ದರಾಮಯ್ಯ, ಮುಖ್ಯಮಂತ್ರಿ [27,545,176,574]
